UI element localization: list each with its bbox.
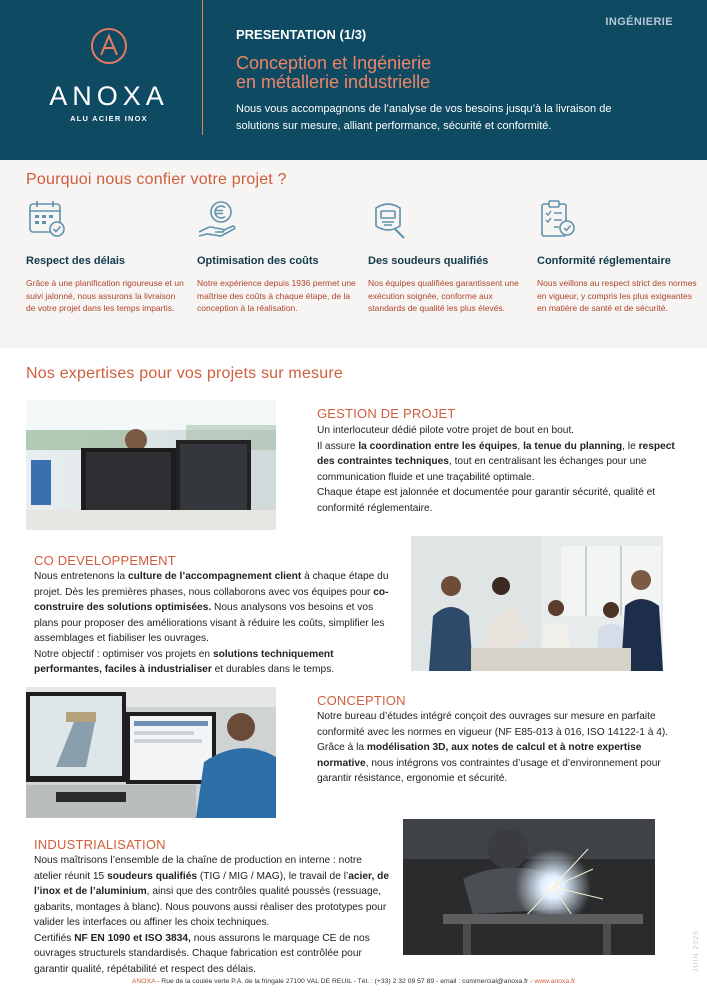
calendar-check-icon [26, 198, 66, 240]
feature-text: Nos équipes qualifiées garantissent une exécution soignée, conforme aux standards de qualité les plus élevés. [368, 278, 519, 313]
feature-title: Conformité réglementaire [537, 255, 671, 267]
gestion-p2 [317, 439, 677, 486]
presentation-label: PRESENTATION (1/3) [236, 27, 367, 42]
logo-wordmark: ANOXA [49, 81, 169, 111]
text-span: , le [622, 440, 639, 452]
indus-p2 [34, 931, 392, 978]
category-label: INGÉNIERIE [605, 16, 673, 28]
logo-mark-icon [89, 26, 129, 66]
header-divider [202, 0, 203, 135]
feature-conformite [537, 198, 697, 315]
logo-tagline: ALU ACIER INOX [70, 114, 148, 123]
conception-p1: Notre bureau d’études intégré conçoit des ouvrages sur mesure en parfaite conformité avec les normes en vigueur (NF E85-013 à 016, ISO 14122-1 à 4). [317, 711, 669, 738]
text-span: Il assure [317, 440, 359, 452]
euro-hand-icon [197, 198, 237, 240]
text-span: à chaque étape du projet. Dès les premières phases, nous collaborons avec vos équipes pour [34, 571, 389, 598]
expertises-title: Nos expertises pour vos projets sur mesure [26, 365, 343, 382]
text-span: et durables dans le temps. [211, 664, 335, 675]
indus-text [34, 853, 392, 977]
gestion-text [317, 423, 677, 516]
welding-photo [403, 819, 655, 955]
anoxa-logo [34, 26, 184, 123]
codev-p1 [34, 569, 392, 647]
header-banner [0, 0, 707, 160]
bold-span: la tenue du planning [523, 440, 623, 452]
bold-span: culture de l’accompagnement client [128, 571, 302, 582]
footer-address: - Rue de la coulée verte P.A. de la fringale 27100 VAL DE REUIL - Tél. : (+33) 2 32 09 57 89 - email : commercial@anoxa.fr - [155, 978, 535, 985]
indus-title: INDUSTRIALISATION [34, 837, 166, 852]
compliance-clipboard-icon [537, 198, 577, 240]
page-title-line1: Conception et Ingénierie [236, 53, 432, 73]
gestion-p1: Un interlocuteur dédié pilote votre projet de bout en bout. [317, 425, 575, 436]
conception-text [317, 709, 677, 787]
text-span: Notre objectif : optimiser vos projets en [34, 648, 213, 660]
feature-text: Nous veillons au respect strict des normes en vigueur, y compris les plus exigeantes en matière de santé et de sécurité. [537, 278, 697, 313]
text-span: , tout en centralisant les échanges pour une communication fluide et une traçabilité optimale. [317, 456, 647, 483]
feature-soudeurs [368, 198, 528, 315]
text-span: , ainsi que des contrôles qualité poussés (ressuage, gabarits, montages à blanc). Nous pouvons aussi réaliser des prototypes pour valider les interfaces ou affiner les choix techniques. [34, 886, 387, 928]
text-span: nous assurons le marquage CE de nos ouvrages structurels standardisés. Chaque fabrication est contrôlée pour garantir qualité, répétabilité et respect des délais. [34, 932, 370, 975]
bold-span: NF EN 1090 et ISO 3834, [74, 932, 191, 944]
bold-span: la coordination entre les équipes [358, 440, 518, 452]
welder-mask-icon [368, 198, 408, 240]
gestion-title: GESTION DE PROJET [317, 406, 456, 421]
footer [0, 978, 707, 985]
gestion-p3: Chaque étape est jalonnée et documentée pour garantir sécurité, qualité et conformité réglementaire. [317, 487, 656, 514]
text-span: Nous entretenons la [34, 571, 129, 582]
why-title: Pourquoi nous confier votre projet ? [26, 171, 287, 188]
footer-brand: ANOXA [131, 978, 156, 985]
meeting-photo [411, 536, 663, 671]
bold-span: respect des contraintes techniques [317, 440, 675, 467]
feature-text: Notre expérience depuis 1936 permet une maîtrise des coûts à chaque étape, de la conception à la réalisation. [197, 278, 356, 313]
feature-delais [26, 198, 186, 315]
page-title [236, 54, 656, 92]
bold-span: acier, de l’inox et de l’aluminium [34, 870, 389, 897]
text-span: , [517, 440, 524, 452]
bold-span: modélisation 3D, aux notes de calcul et à notre expertise normative [317, 742, 642, 769]
feature-title: Respect des délais [26, 255, 126, 267]
bold-span: solutions techniquement performantes, faciles à industrialiser [34, 648, 334, 675]
feature-text: Grâce à une planification rigoureuse et un suivi jalonné, nous assurons la livraison de votre projet dans les temps impartis. [26, 278, 184, 313]
text-span: Nous analysons vos besoins et vos plans pour proposer des améliorations visant à réduire les coûts, simplifier les assemblages et fiabiliser les ouvrages. [34, 602, 385, 644]
edition-date: JUIN 2025 [693, 930, 700, 973]
codev-title: CO DEVELOPPEMENT [34, 553, 176, 568]
codev-text [34, 569, 392, 678]
project-manager-photo [26, 400, 276, 530]
codev-p2 [34, 647, 392, 678]
text-span: Nous maîtrisons l’ensemble de la chaîne de production en interne : notre atelier réunit 15 [34, 855, 362, 882]
why-section [0, 160, 707, 348]
text-span: Certifiés [34, 932, 75, 944]
conception-p2 [317, 740, 677, 787]
text-span: (TIG / MIG / MAG), le travail de l’ [197, 870, 349, 882]
conception-title: CONCEPTION [317, 693, 406, 708]
feature-title: Des soudeurs qualifiés [368, 255, 489, 267]
text-span: , nous intégrons vos contraintes d’usage et d’environnement pour garantir résistance, ergonomie et sécurité. [317, 757, 661, 784]
bold-span: soudeurs qualifiés [107, 870, 198, 882]
feature-title: Optimisation des coûts [197, 255, 319, 267]
text-span: Grâce à la [317, 742, 367, 753]
indus-p1 [34, 853, 392, 931]
page-title-line2: en métallerie industrielle [236, 72, 431, 92]
footer-website-link[interactable]: www.anoxa.fr [534, 978, 576, 985]
cad-design-photo [26, 687, 276, 818]
bold-span: co-construire des solutions optimisées. [34, 586, 389, 613]
feature-couts [197, 198, 357, 315]
intro-text: Nous vous accompagnons de l’analyse de vos besoins jusqu’à la livraison de solutions sur mesure, alliant performance, sécurité et conformité. [236, 103, 612, 132]
